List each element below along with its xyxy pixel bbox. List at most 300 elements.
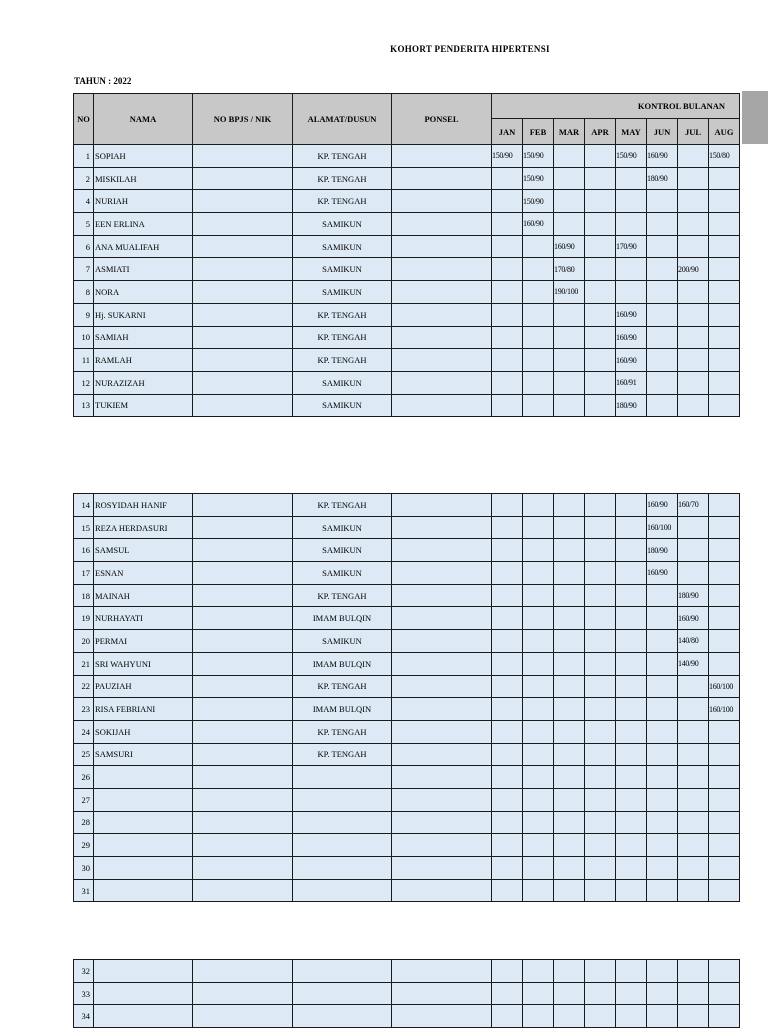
- cell-feb: [523, 675, 554, 698]
- cell-jun: 180/90: [647, 167, 678, 190]
- cell-aug: [709, 281, 740, 304]
- cell-aug: [709, 349, 740, 372]
- cell-jun: [647, 235, 678, 258]
- cell-ponsel: [392, 213, 492, 236]
- cell-no: 32: [74, 960, 94, 983]
- cell-jul: [678, 167, 709, 190]
- cell-mar: [554, 982, 585, 1005]
- cell-mar: [554, 879, 585, 902]
- cell-jul: [678, 1005, 709, 1028]
- cell-feb: [523, 960, 554, 983]
- cell-mar: 190/100: [554, 281, 585, 304]
- cell-feb: [523, 857, 554, 880]
- header-month-apr: APR: [585, 119, 616, 145]
- cell-ponsel: [392, 982, 492, 1005]
- cell-nama: RAMLAH: [94, 349, 193, 372]
- cell-alamat: KP. TENGAH: [293, 720, 392, 743]
- cell-jul: 180/90: [678, 584, 709, 607]
- cell-jul: [678, 743, 709, 766]
- header-month-feb: FEB: [523, 119, 554, 145]
- cell-jun: [647, 607, 678, 630]
- cell-aug: [709, 516, 740, 539]
- cell-feb: [523, 834, 554, 857]
- header-month-jun: JUN: [647, 119, 678, 145]
- cell-mar: [554, 371, 585, 394]
- cell-ponsel: [392, 349, 492, 372]
- cell-mar: 170/80: [554, 258, 585, 281]
- cell-feb: [523, 394, 554, 417]
- cell-aug: [709, 539, 740, 562]
- cell-alamat: [293, 788, 392, 811]
- cell-nama: [94, 982, 193, 1005]
- cell-aug: [709, 235, 740, 258]
- cell-aug: [709, 788, 740, 811]
- cell-no: 27: [74, 788, 94, 811]
- cell-may: [616, 675, 647, 698]
- cell-alamat: SAMIKUN: [293, 539, 392, 562]
- cell-may: [616, 562, 647, 585]
- cell-jan: [492, 326, 523, 349]
- cell-may: [616, 788, 647, 811]
- cell-jul: [678, 539, 709, 562]
- cell-no: 28: [74, 811, 94, 834]
- cell-jan: [492, 982, 523, 1005]
- cell-jun: [647, 675, 678, 698]
- cell-nama: ASMIATI: [94, 258, 193, 281]
- cell-may: [616, 167, 647, 190]
- cell-ponsel: [392, 788, 492, 811]
- cell-mar: [554, 190, 585, 213]
- cell-jan: [492, 652, 523, 675]
- cell-jul: [678, 235, 709, 258]
- cell-aug: [709, 167, 740, 190]
- cell-mar: [554, 145, 585, 168]
- cell-feb: 150/90: [523, 190, 554, 213]
- cell-ponsel: [392, 607, 492, 630]
- cell-feb: [523, 326, 554, 349]
- cell-may: [616, 857, 647, 880]
- cell-no: 23: [74, 698, 94, 721]
- cell-no: 19: [74, 607, 94, 630]
- cell-jan: [492, 303, 523, 326]
- cell-nik: [193, 258, 293, 281]
- cell-no: 12: [74, 371, 94, 394]
- cell-alamat: KP. TENGAH: [293, 167, 392, 190]
- cell-aug: [709, 584, 740, 607]
- cell-may: [616, 516, 647, 539]
- cell-feb: [523, 281, 554, 304]
- cell-nama: PERMAI: [94, 630, 193, 653]
- cell-nama: SAMIAH: [94, 326, 193, 349]
- cell-alamat: KP. TENGAH: [293, 494, 392, 517]
- cell-nama: SRI WAHYUNI: [94, 652, 193, 675]
- cell-ponsel: [392, 834, 492, 857]
- cell-mar: [554, 303, 585, 326]
- table-row: [74, 235, 740, 258]
- cell-alamat: SAMIKUN: [293, 516, 392, 539]
- cell-nama: [94, 857, 193, 880]
- cell-jul: [678, 281, 709, 304]
- cell-mar: [554, 1005, 585, 1028]
- cell-may: [616, 607, 647, 630]
- cell-jan: 150/90: [492, 145, 523, 168]
- kohort-table-2: [73, 493, 740, 902]
- cell-nama: NURHAYATI: [94, 607, 193, 630]
- header-no: NO: [74, 94, 94, 145]
- cell-ponsel: [392, 145, 492, 168]
- table-row: [74, 652, 740, 675]
- cell-no: 22: [74, 675, 94, 698]
- cell-may: 170/90: [616, 235, 647, 258]
- cell-nik: [193, 834, 293, 857]
- cell-aug: [709, 494, 740, 517]
- cell-mar: [554, 766, 585, 789]
- cell-apr: [585, 394, 616, 417]
- cell-jun: [647, 960, 678, 983]
- cell-apr: [585, 145, 616, 168]
- cell-jun: [647, 834, 678, 857]
- cell-jul: [678, 562, 709, 585]
- table-row: [74, 834, 740, 857]
- cell-jul: [678, 960, 709, 983]
- cell-no: 18: [74, 584, 94, 607]
- cell-feb: [523, 698, 554, 721]
- cell-apr: [585, 766, 616, 789]
- cell-may: [616, 258, 647, 281]
- cell-nama: Hj. SUKARNI: [94, 303, 193, 326]
- cell-jul: [678, 303, 709, 326]
- cell-apr: [585, 371, 616, 394]
- cell-nik: [193, 167, 293, 190]
- cell-feb: [523, 562, 554, 585]
- cell-no: 25: [74, 743, 94, 766]
- header-alamat: ALAMAT/DUSUN: [293, 94, 392, 145]
- cell-jun: [647, 584, 678, 607]
- header-month-mar: MAR: [554, 119, 585, 145]
- cell-nik: [193, 539, 293, 562]
- cell-apr: [585, 743, 616, 766]
- cell-jan: [492, 516, 523, 539]
- cell-jan: [492, 788, 523, 811]
- cell-nama: [94, 1005, 193, 1028]
- cell-mar: [554, 562, 585, 585]
- cell-ponsel: [392, 394, 492, 417]
- cell-jul: [678, 675, 709, 698]
- cell-nama: NURAZIZAH: [94, 371, 193, 394]
- table-row: [74, 190, 740, 213]
- cell-mar: [554, 607, 585, 630]
- table-row: [74, 349, 740, 372]
- table-row: [74, 371, 740, 394]
- table-row: [74, 698, 740, 721]
- cell-nama: [94, 834, 193, 857]
- cell-jun: [647, 743, 678, 766]
- cell-no: 24: [74, 720, 94, 743]
- cell-alamat: SAMIKUN: [293, 562, 392, 585]
- cell-jun: [647, 349, 678, 372]
- cell-feb: [523, 1005, 554, 1028]
- cell-apr: [585, 539, 616, 562]
- cell-ponsel: [392, 167, 492, 190]
- cell-mar: [554, 788, 585, 811]
- cell-jan: [492, 394, 523, 417]
- cell-nik: [193, 698, 293, 721]
- cell-ponsel: [392, 562, 492, 585]
- header-nik: NO BPJS / NIK: [193, 94, 293, 145]
- cell-mar: [554, 494, 585, 517]
- cell-apr: [585, 607, 616, 630]
- cell-jan: [492, 258, 523, 281]
- cell-aug: [709, 303, 740, 326]
- cell-no: 16: [74, 539, 94, 562]
- cell-nama: [94, 788, 193, 811]
- cell-alamat: [293, 982, 392, 1005]
- cell-jul: [678, 516, 709, 539]
- cell-may: [616, 494, 647, 517]
- cell-nama: NURIAH: [94, 190, 193, 213]
- cell-jan: [492, 766, 523, 789]
- cell-aug: [709, 607, 740, 630]
- cell-nik: [193, 213, 293, 236]
- cell-ponsel: [392, 1005, 492, 1028]
- kohort-table-3: [73, 959, 740, 1028]
- cell-alamat: KP. TENGAH: [293, 326, 392, 349]
- header-kontrol-label: KONTROL BULANAN: [637, 101, 725, 111]
- cell-may: 160/90: [616, 326, 647, 349]
- cell-jan: [492, 1005, 523, 1028]
- cell-feb: [523, 349, 554, 372]
- cell-no: 34: [74, 1005, 94, 1028]
- cell-apr: [585, 698, 616, 721]
- cell-nik: [193, 743, 293, 766]
- cell-ponsel: [392, 698, 492, 721]
- cell-nik: [193, 281, 293, 304]
- cell-jan: [492, 281, 523, 304]
- cell-nama: SAMSURI: [94, 743, 193, 766]
- header-month-aug: AUG: [709, 119, 740, 145]
- cell-apr: [585, 213, 616, 236]
- cell-apr: [585, 1005, 616, 1028]
- cell-jul: [678, 190, 709, 213]
- cell-jun: [647, 371, 678, 394]
- cell-aug: [709, 982, 740, 1005]
- cell-nik: [193, 371, 293, 394]
- cell-nama: TUKIEM: [94, 394, 193, 417]
- header-month-jul: JUL: [678, 119, 709, 145]
- cell-may: 150/90: [616, 145, 647, 168]
- cell-jun: [647, 258, 678, 281]
- cell-aug: [709, 879, 740, 902]
- cell-alamat: [293, 960, 392, 983]
- cell-jul: [678, 982, 709, 1005]
- header-month-jan: JAN: [492, 119, 523, 145]
- header-kontrol-bulanan: [492, 94, 740, 119]
- cell-mar: [554, 857, 585, 880]
- cell-jun: [647, 698, 678, 721]
- cell-feb: [523, 766, 554, 789]
- cell-nik: [193, 303, 293, 326]
- cell-no: 8: [74, 281, 94, 304]
- cell-apr: [585, 982, 616, 1005]
- cell-aug: [709, 326, 740, 349]
- table-row: [74, 857, 740, 880]
- cell-no: 26: [74, 766, 94, 789]
- cell-may: [616, 982, 647, 1005]
- cell-mar: [554, 698, 585, 721]
- cell-jan: [492, 857, 523, 880]
- cell-jan: [492, 834, 523, 857]
- cell-feb: [523, 652, 554, 675]
- cell-no: 1: [74, 145, 94, 168]
- cell-no: 29: [74, 834, 94, 857]
- cell-alamat: KP. TENGAH: [293, 349, 392, 372]
- cell-nik: [193, 630, 293, 653]
- cell-no: 15: [74, 516, 94, 539]
- cell-may: [616, 1005, 647, 1028]
- cell-apr: [585, 494, 616, 517]
- cell-aug: [709, 394, 740, 417]
- cell-nik: [193, 879, 293, 902]
- cell-jun: [647, 982, 678, 1005]
- cell-nik: [193, 326, 293, 349]
- cell-aug: [709, 371, 740, 394]
- cell-nik: [193, 811, 293, 834]
- cell-aug: 160/100: [709, 698, 740, 721]
- cell-no: 4: [74, 190, 94, 213]
- cell-nik: [193, 235, 293, 258]
- cell-mar: [554, 394, 585, 417]
- cell-jan: [492, 630, 523, 653]
- cell-jul: [678, 349, 709, 372]
- cell-jan: [492, 349, 523, 372]
- cell-jun: 160/100: [647, 516, 678, 539]
- cell-jul: [678, 720, 709, 743]
- cell-may: [616, 652, 647, 675]
- cell-aug: [709, 766, 740, 789]
- table-row: [74, 394, 740, 417]
- cell-mar: [554, 213, 585, 236]
- cell-jun: [647, 811, 678, 834]
- cell-jun: [647, 788, 678, 811]
- cell-jun: [647, 190, 678, 213]
- cell-apr: [585, 960, 616, 983]
- cell-nama: MAINAH: [94, 584, 193, 607]
- cell-jul: [678, 371, 709, 394]
- cell-mar: [554, 584, 585, 607]
- cell-alamat: IMAM BULQIN: [293, 698, 392, 721]
- cell-may: [616, 834, 647, 857]
- cell-nik: [193, 720, 293, 743]
- cell-feb: [523, 235, 554, 258]
- cell-mar: [554, 834, 585, 857]
- cell-jul: [678, 766, 709, 789]
- cell-nama: EEN ERLINA: [94, 213, 193, 236]
- cell-no: 13: [74, 394, 94, 417]
- cell-jul: 140/90: [678, 652, 709, 675]
- cell-alamat: [293, 766, 392, 789]
- cell-jul: [678, 213, 709, 236]
- cell-ponsel: [392, 190, 492, 213]
- cell-may: [616, 213, 647, 236]
- cell-nama: SOPIAH: [94, 145, 193, 168]
- cell-jun: [647, 213, 678, 236]
- table-row: [74, 879, 740, 902]
- cell-aug: [709, 857, 740, 880]
- cell-jan: [492, 494, 523, 517]
- cell-apr: [585, 675, 616, 698]
- cell-aug: 160/100: [709, 675, 740, 698]
- cell-aug: [709, 630, 740, 653]
- cell-ponsel: [392, 811, 492, 834]
- cell-no: 5: [74, 213, 94, 236]
- cell-mar: [554, 349, 585, 372]
- cell-jan: [492, 167, 523, 190]
- cell-may: 160/91: [616, 371, 647, 394]
- cell-jan: [492, 698, 523, 721]
- cell-may: [616, 630, 647, 653]
- table-row: [74, 326, 740, 349]
- cell-may: [616, 584, 647, 607]
- cell-apr: [585, 811, 616, 834]
- cell-nik: [193, 494, 293, 517]
- cell-aug: [709, 960, 740, 983]
- cell-ponsel: [392, 675, 492, 698]
- cell-no: 10: [74, 326, 94, 349]
- cell-ponsel: [392, 258, 492, 281]
- cell-jul: 200/90: [678, 258, 709, 281]
- cell-jan: [492, 235, 523, 258]
- header-nama: NAMA: [94, 94, 193, 145]
- cell-aug: [709, 834, 740, 857]
- cell-nama: MISKILAH: [94, 167, 193, 190]
- cell-may: [616, 539, 647, 562]
- cell-alamat: SAMIKUN: [293, 371, 392, 394]
- cell-may: [616, 743, 647, 766]
- cell-jul: [678, 326, 709, 349]
- cell-jan: [492, 371, 523, 394]
- cell-feb: 160/90: [523, 213, 554, 236]
- cell-ponsel: [392, 281, 492, 304]
- header-month-may: MAY: [616, 119, 647, 145]
- cell-aug: [709, 652, 740, 675]
- cell-apr: [585, 326, 616, 349]
- cell-nik: [193, 190, 293, 213]
- cell-feb: [523, 630, 554, 653]
- cell-jan: [492, 562, 523, 585]
- document-title: KOHORT PENDERITA HIPERTENSI: [390, 44, 550, 54]
- cell-no: 20: [74, 630, 94, 653]
- cell-ponsel: [392, 539, 492, 562]
- cell-mar: [554, 675, 585, 698]
- cell-nama: SOKIJAH: [94, 720, 193, 743]
- cell-jun: [647, 394, 678, 417]
- table-row: [74, 539, 740, 562]
- cell-may: [616, 766, 647, 789]
- year-label: TAHUN : 2022: [74, 76, 132, 86]
- cell-ponsel: [392, 516, 492, 539]
- cell-nik: [193, 652, 293, 675]
- cell-may: [616, 720, 647, 743]
- cell-alamat: SAMIKUN: [293, 630, 392, 653]
- cell-jul: [678, 879, 709, 902]
- cell-jun: [647, 857, 678, 880]
- cell-no: 6: [74, 235, 94, 258]
- cell-jun: [647, 326, 678, 349]
- cell-may: 160/90: [616, 303, 647, 326]
- cell-may: [616, 960, 647, 983]
- cell-jul: [678, 698, 709, 721]
- cell-alamat: SAMIKUN: [293, 394, 392, 417]
